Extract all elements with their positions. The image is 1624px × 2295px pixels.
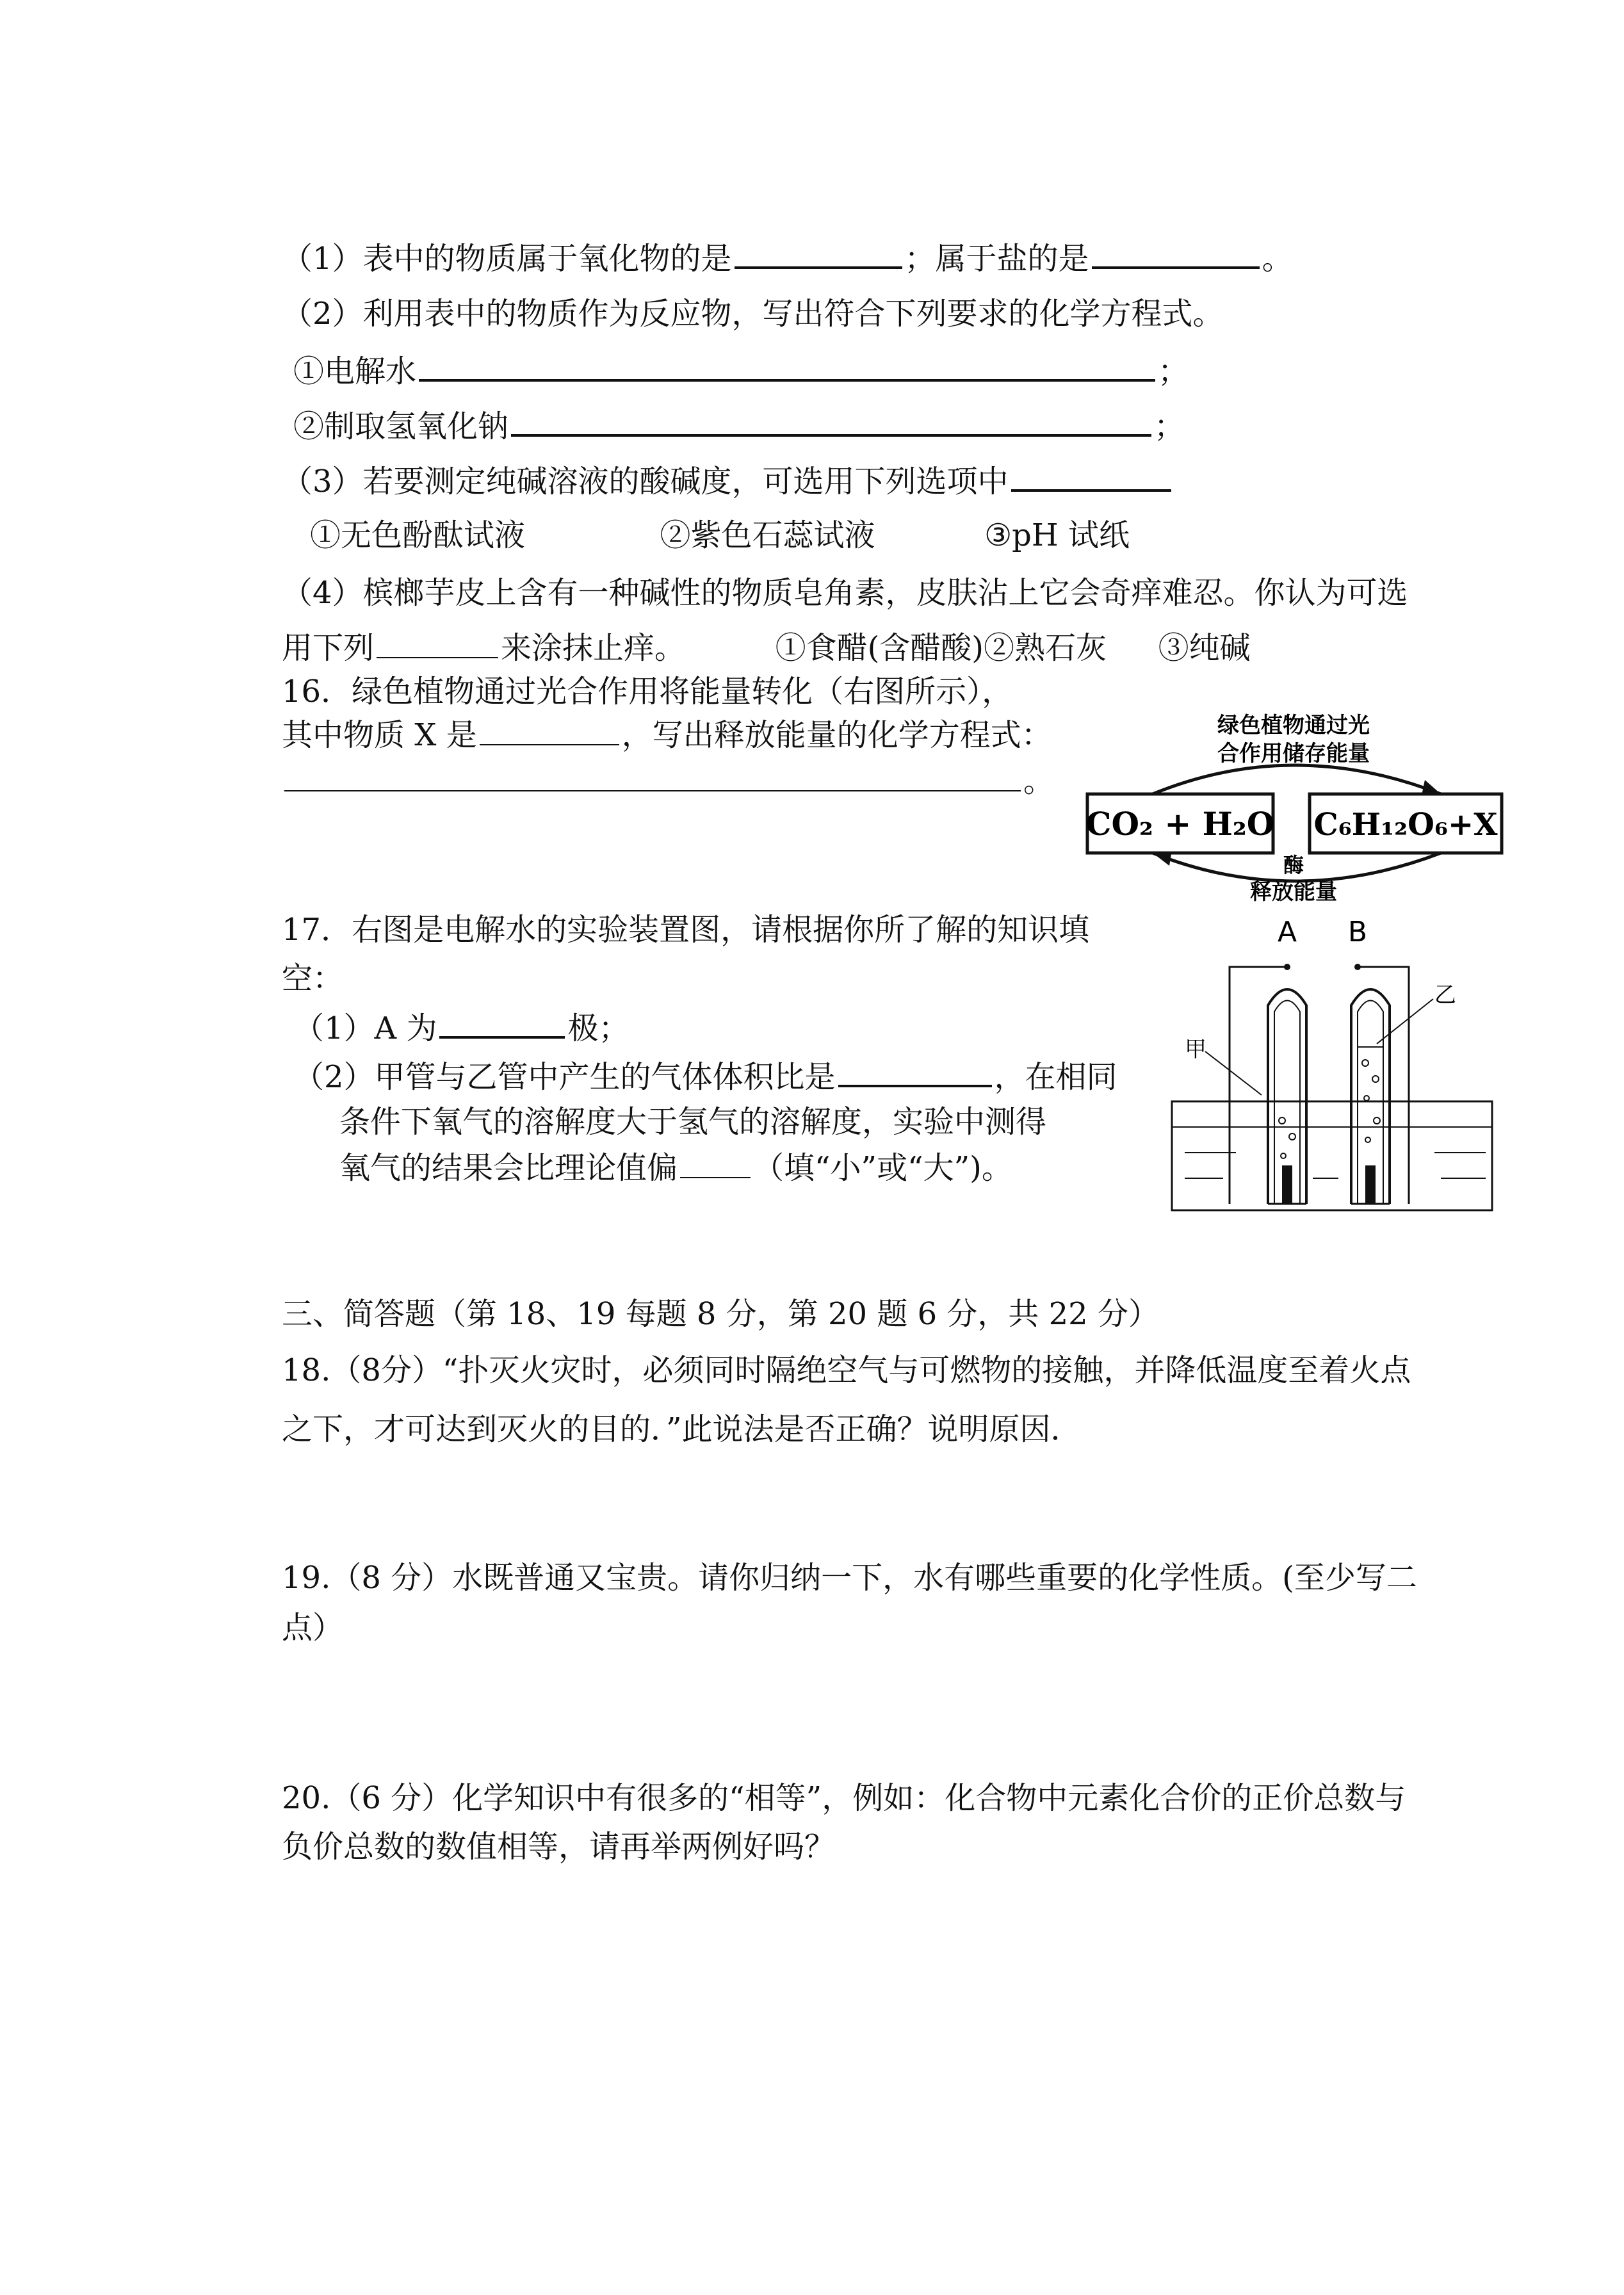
- q15-part3: [282, 461, 1174, 501]
- q20-line2: 负价总数的数值相等，请再举两例好吗？: [282, 1829, 836, 1865]
- q15-part4-text-b: 来涂抹止痒。: [501, 630, 686, 666]
- tube-jia-label: 甲: [1185, 1037, 1206, 1062]
- answer-blank[interactable]: [735, 238, 902, 269]
- store-arrow: [1153, 765, 1441, 794]
- option-2: ②紫色石蕊试液: [660, 517, 875, 553]
- q15-part4-text-a: 用下列: [282, 630, 375, 666]
- wire-a: [1230, 967, 1287, 1204]
- q16-end: 。: [1023, 763, 1055, 799]
- photosynthesis-svg: [1082, 704, 1505, 903]
- q15-part4-line2: [282, 629, 1251, 667]
- q16-line1: 16．绿色植物通过光合作用将能量转化（右图所示），: [282, 674, 1013, 710]
- electrode-a-label: A: [1277, 916, 1297, 948]
- q20-line1: 20.（6 分）化学知识中有很多的“相等”，例如：化合物中元素化合价的正价总数与: [282, 1780, 1406, 1816]
- q15-part1-end: 。: [1262, 241, 1293, 277]
- option-1: ①食醋(含醋酸): [775, 630, 984, 666]
- q15-part1-text: （1）表中的物质属于氧化物的是: [282, 241, 732, 277]
- q17-part2-line3: [339, 1149, 1012, 1187]
- electrode-jia: [1282, 1165, 1292, 1204]
- q16-line2: [282, 716, 1052, 754]
- answer-blank[interactable]: [1011, 461, 1171, 492]
- water-trough: [1172, 1101, 1492, 1210]
- q15-part3-options: [310, 516, 1130, 555]
- answer-blank[interactable]: [377, 629, 498, 658]
- release-text: 释放能量: [1250, 879, 1337, 903]
- q17-part1-text-a: （1）A 为: [293, 1010, 437, 1046]
- tube-yi-label: 乙: [1434, 982, 1456, 1008]
- q19-line1: 19.（8 分）水既普通又宝贵。请你归纳一下，水有哪些重要的化学性质。(至少写二: [282, 1560, 1417, 1596]
- q18-line2: 之下，才可达到灭火的目的．”此说法是否正确？说明原因．: [282, 1411, 1082, 1447]
- q15-part1-sep: ；属于盐的是: [904, 241, 1089, 277]
- products-label: C₆H₁₂O₆+X: [1313, 807, 1498, 843]
- enzyme-label: 酶: [1283, 853, 1304, 877]
- q15-part2-item2-text: ②制取氢氧化钠: [293, 409, 509, 444]
- bubble: [1289, 1133, 1295, 1140]
- q15-part2-item1: [293, 351, 1189, 391]
- semicolon: ；: [1158, 353, 1189, 389]
- q17-part2-text-a: （2）甲管与乙管中产生的气体体积比是: [293, 1059, 836, 1095]
- answer-blank[interactable]: [480, 716, 619, 745]
- photosynthesis-diagram: [1082, 704, 1505, 903]
- reactants-label: CO₂ + H₂O: [1085, 805, 1275, 843]
- store-text-1: 绿色植物通过光: [1217, 713, 1370, 738]
- q15-part3-text: （3）若要测定纯碱溶液的酸碱度，可选用下列选项中: [282, 464, 1009, 499]
- bubble: [1365, 1137, 1370, 1142]
- option-3: ③pH 试纸: [984, 517, 1130, 553]
- bubble: [1364, 1096, 1369, 1101]
- q19-line2: 点）: [282, 1610, 344, 1646]
- option-2: ②熟石灰: [984, 630, 1107, 666]
- q17-part1: [293, 1008, 629, 1048]
- q15-part1: [282, 238, 1293, 278]
- q15-part2-item1-text: ①电解水: [293, 353, 417, 389]
- q17-part2-line2: 条件下氧气的溶解度大于氢气的溶解度，实验中测得: [339, 1104, 1047, 1140]
- q16-line3: [282, 762, 1054, 800]
- bubble: [1281, 1153, 1286, 1158]
- bubble: [1372, 1076, 1379, 1082]
- q17-line2: 空：: [282, 961, 344, 996]
- store-text-2: 合作用储存能量: [1217, 741, 1370, 766]
- section3-heading: 三、简答题（第 18、19 每题 8 分，第 20 题 6 分，共 22 分）: [282, 1296, 1159, 1332]
- answer-blank[interactable]: [1092, 238, 1260, 269]
- electrolysis-svg: [1165, 909, 1498, 1229]
- answer-blank[interactable]: [511, 406, 1151, 437]
- q18-line1: 18.（8分）“扑灭火灾时，必须同时隔绝空气与可燃物的接触，并降低温度至着火点: [282, 1352, 1411, 1388]
- q17-line1: 17．右图是电解水的实验装置图，请根据你所了解的知识填: [282, 912, 1090, 948]
- q15-part2: （2）利用表中的物质作为反应物，写出符合下列要求的化学方程式。: [282, 296, 1224, 332]
- answer-blank[interactable]: [439, 1008, 565, 1039]
- electrolysis-diagram: [1165, 909, 1498, 1229]
- q17-part2-text-b: ，在相同: [994, 1059, 1117, 1095]
- option-3: ③纯碱: [1158, 630, 1251, 666]
- q16-text-b: ，写出释放能量的化学方程式：: [621, 717, 1052, 753]
- bubble: [1374, 1117, 1380, 1124]
- electrode-b-label: B: [1347, 916, 1368, 948]
- q17-part2-line1: [293, 1057, 1117, 1096]
- semicolon: ；: [1154, 409, 1185, 444]
- bubble: [1279, 1117, 1285, 1124]
- bubble: [1362, 1060, 1368, 1066]
- pointer-jia: [1205, 1051, 1262, 1095]
- q17-part1-text-b: 极；: [567, 1010, 629, 1046]
- q17-part2-text-c: 氧气的结果会比理论值偏: [339, 1150, 678, 1186]
- answer-blank[interactable]: [680, 1149, 751, 1178]
- option-1: ①无色酚酞试液: [310, 517, 526, 553]
- q15-part4-line1: （4）槟榔芋皮上含有一种碱性的物质皂角素，皮肤沾上它会奇痒难忍。你认为可选: [282, 575, 1408, 611]
- q17-part2-text-d: （填“小”或“大”)。: [753, 1150, 1012, 1186]
- answer-blank[interactable]: [284, 762, 1021, 791]
- q16-text-a: 其中物质 X 是: [282, 717, 477, 753]
- q15-part2-item2: [293, 406, 1185, 446]
- pointer-yi: [1377, 999, 1433, 1044]
- answer-blank[interactable]: [838, 1057, 992, 1087]
- electrode-yi: [1365, 1165, 1376, 1204]
- answer-blank[interactable]: [419, 351, 1155, 382]
